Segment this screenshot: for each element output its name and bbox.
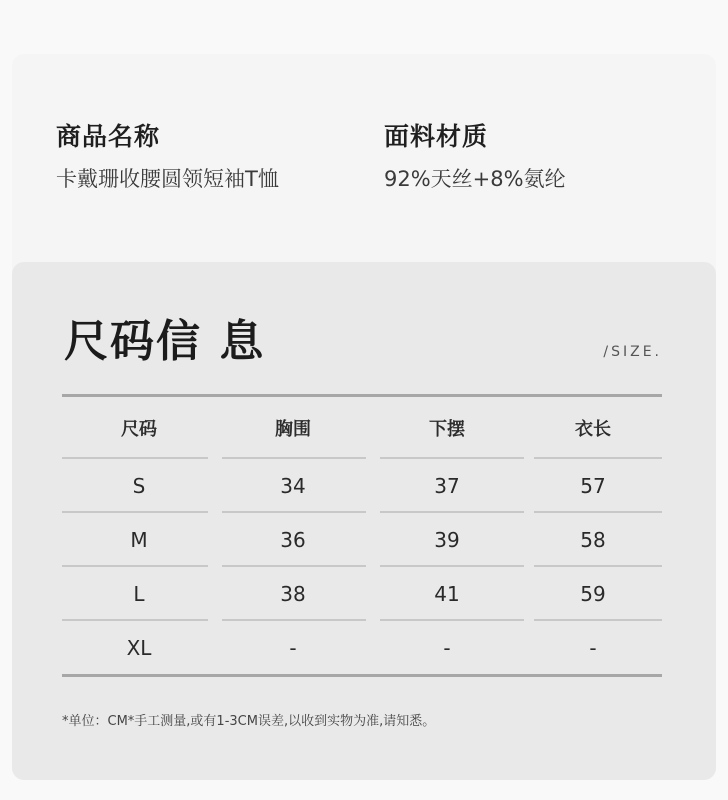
table-cell: - [289,636,297,660]
size-table [62,397,662,675]
table-cell: 36 [216,513,370,567]
table-bottom-rule [62,674,662,677]
measurement-note: *单位：CM*手工测量,或有1-3CM误差,以收到实物为准,请知悉。 [62,714,436,729]
table-cell: 37 [370,459,524,513]
size-title: 尺码信 息 [64,316,266,367]
table-row [62,459,662,513]
header-cell-hem: 下摆 [370,397,524,459]
table-cell: M [62,513,216,567]
fabric-value: 92%天丝+8%氨纶 [384,167,566,191]
table-row [62,567,662,621]
size-subtitle: /SIZE. [603,344,662,360]
size-info-card [12,262,716,780]
table-cell: L [62,567,216,621]
table-cell: - [443,636,451,660]
fabric-block [384,120,566,194]
product-name-label: 商品名称 [56,122,161,151]
table-cell: XL [126,636,152,660]
table-cell: 59 [524,567,662,621]
table-cell: 39 [370,513,524,567]
table-cell: S [62,459,216,513]
header-cell-chest: 胸围 [216,397,370,459]
table-cell: - [589,636,597,660]
table-row [62,621,662,675]
table-cell: 41 [370,567,524,621]
table-row [62,513,662,567]
product-name-block [56,120,279,194]
header-cell-size: 尺码 [62,397,216,459]
fabric-label: 面料材质 [384,122,489,151]
table-cell: 57 [524,459,662,513]
header-cell-length: 衣长 [524,397,662,459]
table-header-row [62,397,662,459]
product-name-value: 卡戴珊收腰圆领短袖T恤 [56,167,279,191]
table-cell: 58 [524,513,662,567]
table-cell: 34 [216,459,370,513]
table-cell: 38 [216,567,370,621]
